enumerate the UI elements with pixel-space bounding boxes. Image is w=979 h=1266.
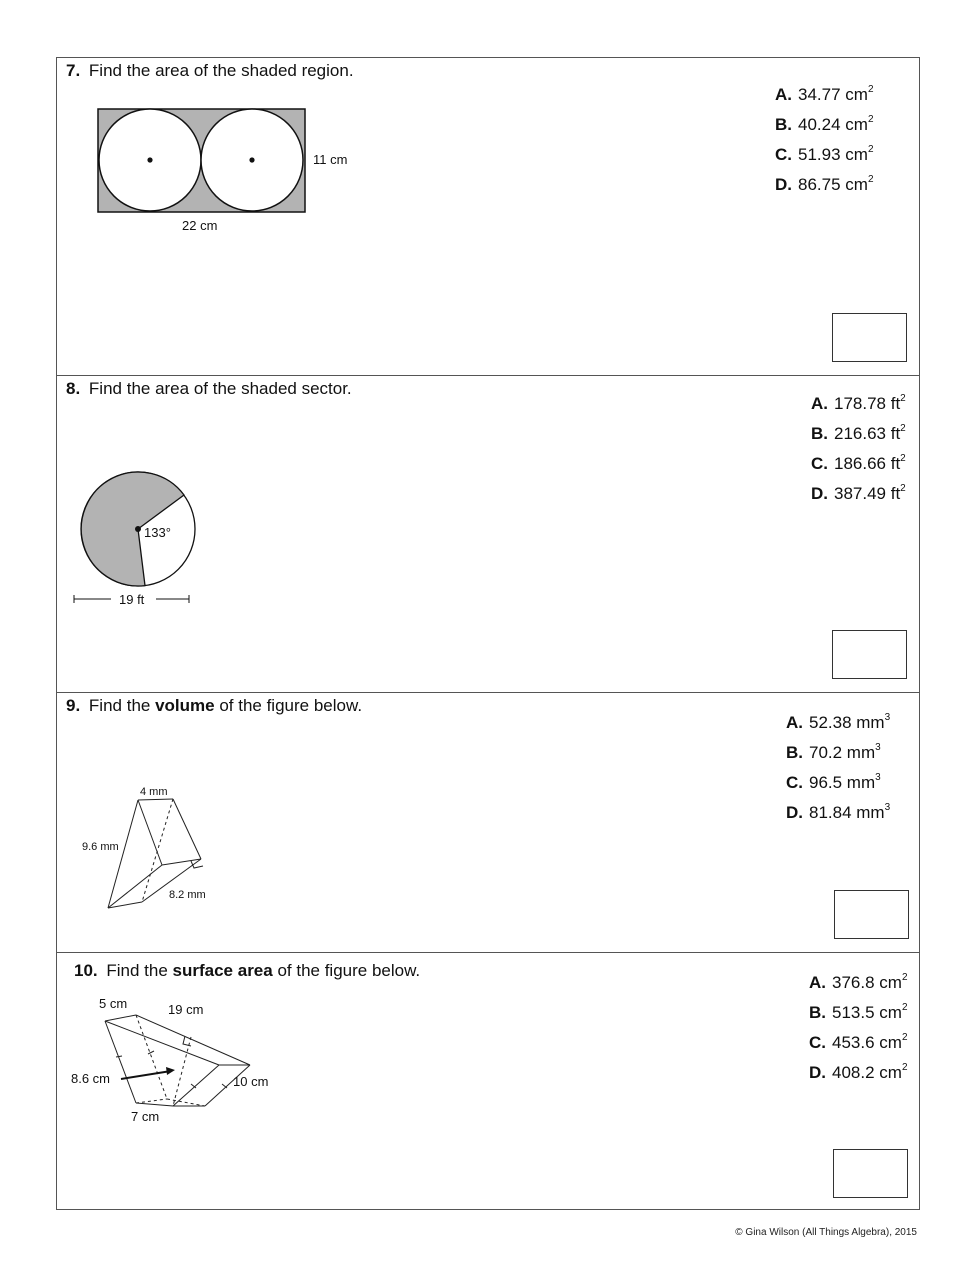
answer-choices [801,389,906,509]
choice-c[interactable]: C. 186.66 $ft^2$ [811,453,906,473]
rectangle-two-circles-figure [57,58,377,248]
answer-box[interactable] [832,313,907,362]
choice-a[interactable]: A. 376.8 $cm^2$ [809,972,908,992]
prompt-text: Find the area of the shaded region. [88,61,354,80]
trapezoidal-prism-figure [57,953,297,1143]
prompt-text: Find the area of the shaded sector. [88,379,352,398]
choice-d[interactable]: D. 387.49 $ft^2$ [811,483,906,503]
left-center-dot [147,157,152,162]
choice-b[interactable]: B. 216.63 $ft^2$ [811,423,906,443]
choice-d[interactable]: D. 81.84 $mm^3$ [786,802,891,822]
choice-a[interactable]: A. 178.78 $ft^2$ [811,393,906,413]
problem-number: 10. [74,961,98,980]
top-short-label: 5 cm [99,996,128,1011]
worksheet [56,57,920,1210]
problem-10 [57,953,919,1210]
prompt-pre: Find the [88,696,156,715]
choice-d[interactable]: D. 408.2 $cm^2$ [809,1062,908,1082]
choice-b[interactable]: B. 40.24 $cm^2$ [775,114,874,134]
bottom-label: 7 cm [131,1109,160,1124]
side-label: 10 cm [233,1074,269,1089]
top-long-label: 19 cm [168,1002,204,1017]
prompt-post: of the figure below. [214,696,363,715]
problem-number: 7. [66,61,81,80]
angle-label: 133° [144,525,171,540]
problem-number: 9. [66,696,81,715]
width-label: 22 cm [182,218,218,233]
choice-c[interactable]: C. 453.6 $cm^2$ [809,1032,908,1052]
problem-number: 8. [66,379,81,398]
answer-choices [799,968,908,1088]
problem-8 [57,376,919,693]
choice-a[interactable]: A. 34.77 $cm^2$ [775,84,874,104]
copyright-footer: © Gina Wilson (All Things Algebra), 2015 [735,1227,917,1238]
prompt-bold: surface area [172,961,273,980]
answer-box[interactable] [834,890,909,939]
answer-choices [765,80,874,200]
triangular-prism-figure [57,693,277,923]
prompt-post: of the figure below. [272,961,421,980]
choice-b[interactable]: B. 70.2 $mm^3$ [786,742,881,762]
answer-choices [776,708,890,828]
choice-b[interactable]: B. 513.5 $cm^2$ [809,1002,908,1022]
choice-c[interactable]: C. 51.93 $cm^2$ [775,144,874,164]
problem-7 [57,58,919,376]
circle-sector-figure [57,376,277,616]
choice-d[interactable]: D. 86.75 $cm^2$ [775,174,874,194]
top-label: 4 mm [140,786,168,798]
answer-box[interactable] [833,1149,908,1198]
prompt-bold: volume [155,696,215,715]
diameter-label: 19 ft [119,592,145,607]
answer-box[interactable] [832,630,907,679]
choice-c[interactable]: C. 96.5 $mm^3$ [786,772,881,792]
right-center-dot [249,157,254,162]
side-label: 9.6 mm [82,841,119,853]
center-dot [135,526,141,532]
choice-a[interactable]: A. 52.38 $mm^3$ [786,712,891,732]
height-label: 11 cm [313,152,348,167]
prompt-pre: Find the [106,961,173,980]
base-label: 8.2 mm [169,889,206,901]
problem-9 [57,693,919,953]
slant-label: 8.6 cm [71,1071,111,1086]
